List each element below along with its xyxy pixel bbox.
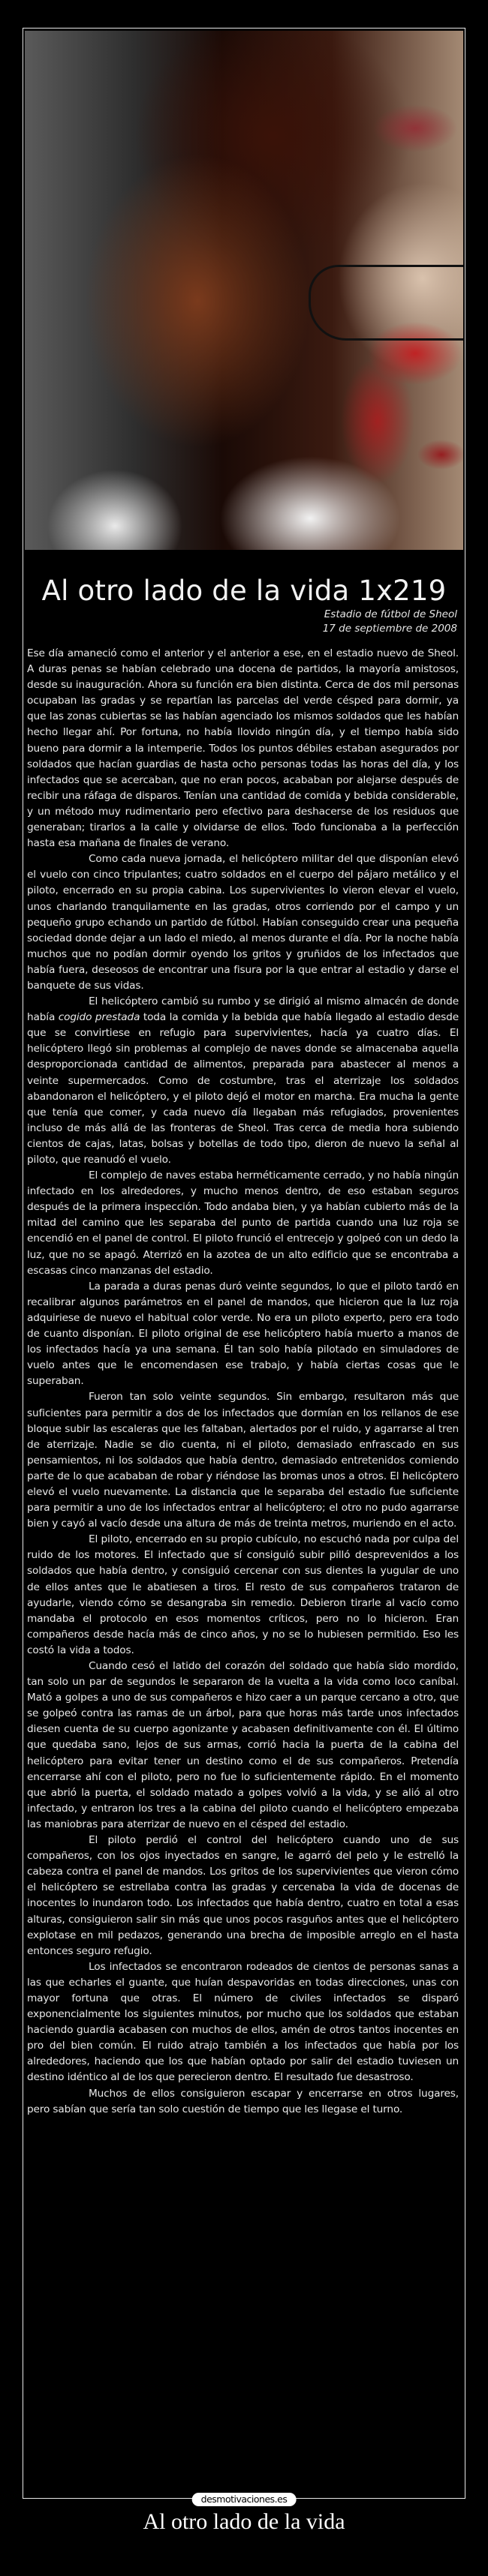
poster-location: Estadio de fútbol de Sheol [324,608,457,620]
story-paragraph: El piloto, encerrado en su propio cubículo, no escuchó nada por culpa del ruido de los motores. El infectado que sí consiguió subir pilló desprevenidos a los soldados que había dentro, y consiguió cercenar con sus dientes la yugular de uno de ellos antes que le abatiesen a tiros. El resto de sus compañeros trataron de ayudarle, viendo cómo se desangraba sin remedio. Debieron tirarle al vacío como mandaba el protocolo en esos momentos críticos, pero no lo hicieron. Eran compañeros desde hacía más de cinco años, y no se lo hubiesen permitido. Eso les costó la vida a todos. [27,1533,459,1656]
story-paragraph: La parada a duras penas duró veinte segundos, lo que el piloto tardó en recalibrar algunos parámetros en el panel de mandos, que hicieron que la luz roja adquiriese de nuevo el habitual color verde. No era un piloto experto, pero era todo de cuanto disponían. El piloto original de ese helicóptero había muerto a manos de los infectados hacía ya una semana. Él tan solo había pilotado en simuladores de vuelo antes que le encomendasen ese trabajo, y había ciertas cosas que le superaban. [27,1280,459,1388]
site-watermark: desmotivaciones.es [192,2493,297,2506]
story-body [27,646,459,2118]
poster-frame [23,28,465,2499]
story-paragraph: Fueron tan solo veinte segundos. Sin embargo, resultaron más que suficientes para permitir a dos de los infectados que dormían en los rellanos de ese bloque subir las escaleras que les faltaban, alertados por el ruido, y agarrarse al tren de aterrizaje. Nadie se dio cuenta, ni el piloto, demasiado enfrascado en sus pensamientos, ni los soldados que había dentro, demasiado entretenidos comiendo parte de lo que acababan de robar y riéndose las bromas unos a otros. El helicóptero elevó el vuelo nuevamente. La distancia que le separaba del estadio fue suficiente para permitir a uno de los infectados entrar al helicóptero; el otro no pudo agarrarse bien y cayó al vacío desde una altura de más de treinta metros, muriendo en el acto. [27,1391,459,1530]
story-paragraph [27,994,459,1168]
story-paragraph: Cuando cesó el latido del corazón del soldado que había sido mordido, tan solo un par de segundos le separaron de la vuelta a la vida como loco caníbal. Mató a golpes a uno de sus compañeros e hizo caer a un parque cercano a otro, que se golpeó contra las ramas de un árbol, para que horas más tarde unos infectados diesen cuenta de su cuerpo agonizante y acabasen definitivamente con él. El último que quedaba sano, lejos de sus armas, corrió hacia la puerta de la cabina del helicóptero para evitar tener un destino como el de sus compañeros. Pretendía encerrarse ahí con el piloto, pero no fue lo suficientemente rápido. En el momento que abrió la puerta, el soldado matado a golpes volvió a la vida, y se alió al otro infectado, y entraron los tres a la cabina del piloto cuando el helicóptero empezaba las maniobras para aterrizar de nuevo en el césped del estadio. [27,1660,459,1830]
story-paragraph: Ese día amaneció como el anterior y el anterior a ese, en el estadio nuevo de Sheol. A duras penas se habían celebrado una docena de partidos, la mayoría amistosos, desde su inauguración. Ahora su función era bien distinta. Cerca de dos mil personas ocupaban las gradas y se repartían las parcelas del verde césped para dormir, ya que las zonas cubiertas se las habían agenciado los mismos soldados que les habían hecho llegar ahí. Por fortuna, no había llovido ningún día, y el tiempo había sido bueno para dormir a la intemperie. Todos los puntos débiles estaban asegurados por soldados que hacían guardias de hasta ocho personas todas las horas del día, y los infectados que se acercaban, que no eran pocos, acababan por alejarse después de recibir una ráfaga de disparos. Tenían una cantidad de comida y bebida considerable, y un método muy rudimentario pero efectivo para deshacerse de los residuos que generaban; tirarlos a la calle y olvidarse de ellos. Todo funcionaba a la perfección hasta esa mañana de finales de verano. [27,647,459,850]
story-paragraph: El complejo de naves estaba herméticamente cerrado, y no había ningún infectado en los alrededores, y mucho menos dentro, de eso estaban seguros después de la primera inspección. Todo andaba bien, y ya habían cubierto más de la mitad del camino que les separaba del punto de partida cuando una luz roja se encendió en el panel de control. El piloto frunció el entrecejo y golpeó con un dedo la luz, que no se apagó. Aterrizó en la azotea de un alto edificio que se encontraba a escasas cinco manzanas del estadio. [27,1169,459,1277]
poster-date: 17 de septiembre de 2008 [322,623,457,635]
story-paragraph: Los infectados se encontraron rodeados de cientos de personas sanas a las que echarles el guante, que huían despavoridas en todas direcciones, unas con mayor fortuna que otras. El número de civiles infectados se disparó exponencialmente los siguientes minutos, por mucho que los soldados que estaban haciendo guardia acabasen con muchos de ellos, amén de otros tantos inocentes en pro del bien común. El ruido atrajo también a los infectados que había por los alrededores, haciendo que los que habían optado por salir del estadio tuviesen un destino idéntico al de los que perecieron dentro. El resultado fue desastroso. [27,1960,459,2084]
poster-title: Al otro lado de la vida 1x219 [41,575,447,607]
story-paragraph: El piloto perdió el control del helicóptero cuando uno de sus compañeros, con los ojos inyectados en sangre, le agarró del pelo y le estrelló la cabeza contra el panel de mandos. Los gritos de los supervivientes que vieron cómo el helicóptero se estrellaba contra las gradas y cercenaba la vida de docenas de inocentes lo inundaron todo. Los infectados que había dentro, cuatro en total a esas alturas, consiguieron salir sin más que unos pocos rasguños antes que el helicóptero explotase en mil pedazos, generando una brecha de imposible arreglo en el hasta entonces seguro refugio. [27,1834,459,1957]
poster-meta [323,608,457,636]
story-paragraph: Como cada nueva jornada, el helicóptero militar del que disponían elevó el vuelo con cinco tripulantes; cuatro soldados en el cuerpo del pájaro metálico y el piloto, encerrado en su propia cabina. Los supervivientes lo vieron elevar el vuelo, unos charlando tranquilamente en las gradas, otros corriendo por el campo y un pequeño grupo echando un partido de fútbol. Habían conseguido crear una pequeña sociedad donde dejar a un lado el miedo, al menos durante el día. Por la noche había muchos que no podían dormir oyendo los gritos y gruñidos de los infectados que había fuera, deseosos de encontrar una fisura por la que entrar al estadio y darse el banquete de sus vidas. [27,853,459,992]
emphasis-text: cogido prestada [58,1011,140,1024]
paragraph-text: El helicóptero cambió su rumbo y se dirigió al mismo almacén de donde había [27,995,459,1024]
poster-caption: Al otro lado de la vida [143,2509,345,2534]
story-paragraph: Muchos de ellos consiguieron escapar y encerrarse en otros lugares, pero sabían que sería tan solo cuestión de tiempo que les llegase el turno. [27,2087,459,2115]
poster-photo [25,31,463,550]
paragraph-text: toda la comida y la bebida que había llegado al estadio desde que se convirtiese en refugio para supervivientes, hacía ya cuatro días. El helicóptero llegó sin problemas al complejo de naves donde se almacenaba aquella desproporcionada cantidad de alimentos, preparada para abastecer al menos a veinte supermercados. Como de costumbre, tras el aterrizaje los soldados abandonaron el helicóptero, y el piloto dejó el motor en marcha. Era mucha la gente que tenía que comer, y cada nuevo día llegaban más refugiados, provenientes incluso de más allá de las fronteras de Sheol. Tras cerca de media hora subiendo cientos de cajas, latas, bolsas y botellas de todo tipo, dieron de nuevo la señal al piloto, que reanudó el vuelo. [27,1011,459,1166]
glasses-shape [309,265,463,341]
